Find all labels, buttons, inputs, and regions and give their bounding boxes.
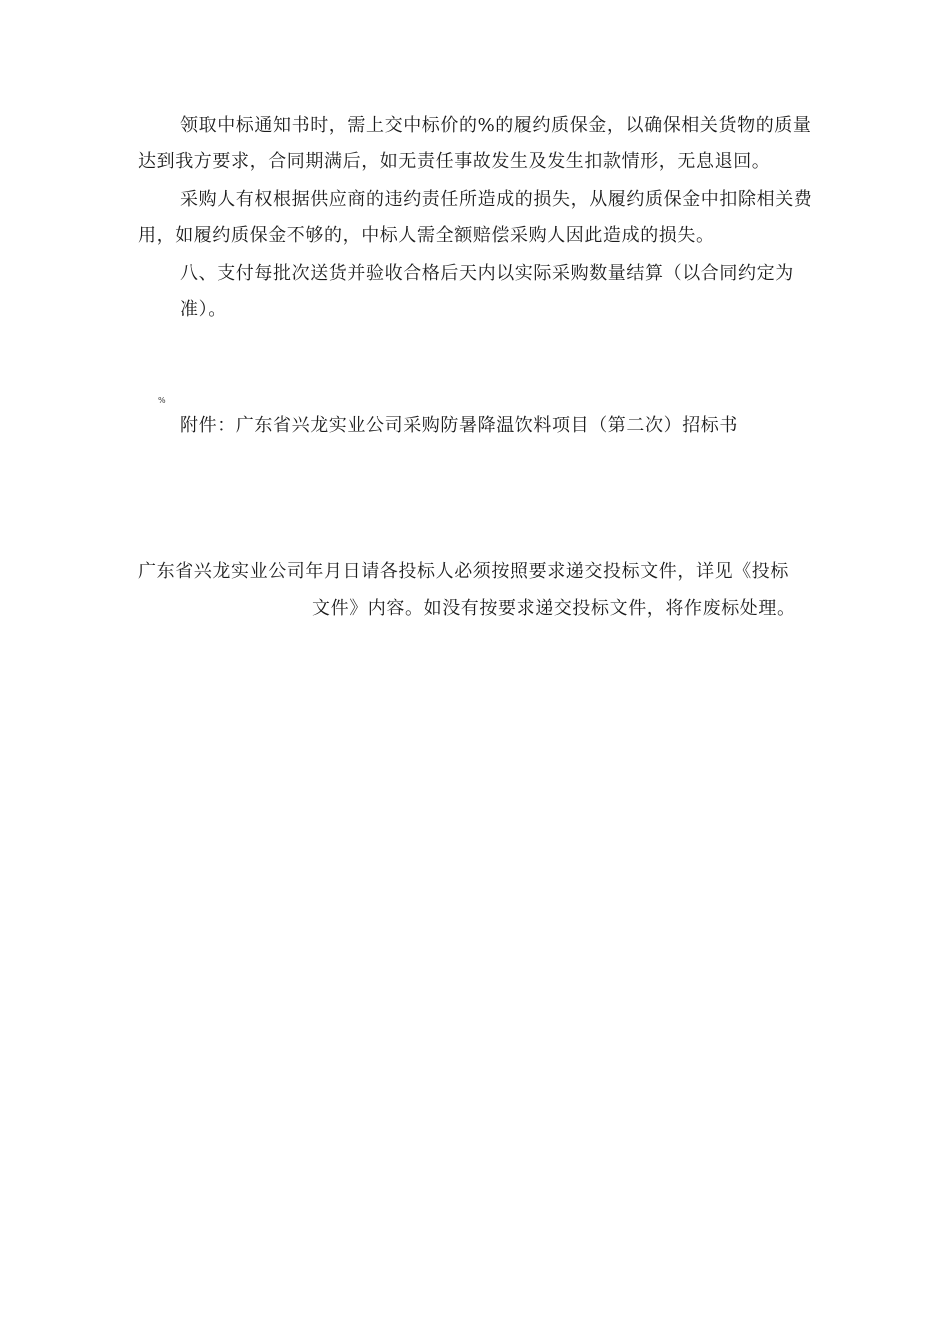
footer-line-1: 广东省兴龙实业公司年月日请各投标人必须按照要求递交投标文件，详见《投标: [138, 561, 789, 582]
paragraph-2-line-2: 用，如履约质保金不够的，中标人需全额赔偿采购人因此造成的损失。: [138, 225, 715, 246]
attachment-line: 附件：广东省兴龙实业公司采购防暑降温饮料项目（第二次）招标书: [180, 415, 738, 436]
payment-clause-line-1: 八、支付每批次送货并验收合格后天内以实际采购数量结算（以合同约定为: [180, 263, 794, 284]
payment-clause-line-2: 准）。: [180, 299, 227, 320]
paragraph-2-line-1: 采购人有权根据供应商的违约责任所造成的损失，从履约质保金中扣除相关费: [180, 189, 813, 210]
paragraph-1-line-2: 达到我方要求，合同期满后，如无责任事故发生及发生扣款情形，无息退回。: [138, 151, 771, 172]
paragraph-1-line-1: 领取中标通知书时，需上交中标价的%的履约质保金，以确保相关货物的质量: [180, 115, 812, 136]
small-percent-mark: %: [158, 396, 166, 405]
footer-line-2: 文件》内容。如没有按要求递交投标文件，将作废标处理。: [312, 598, 796, 619]
